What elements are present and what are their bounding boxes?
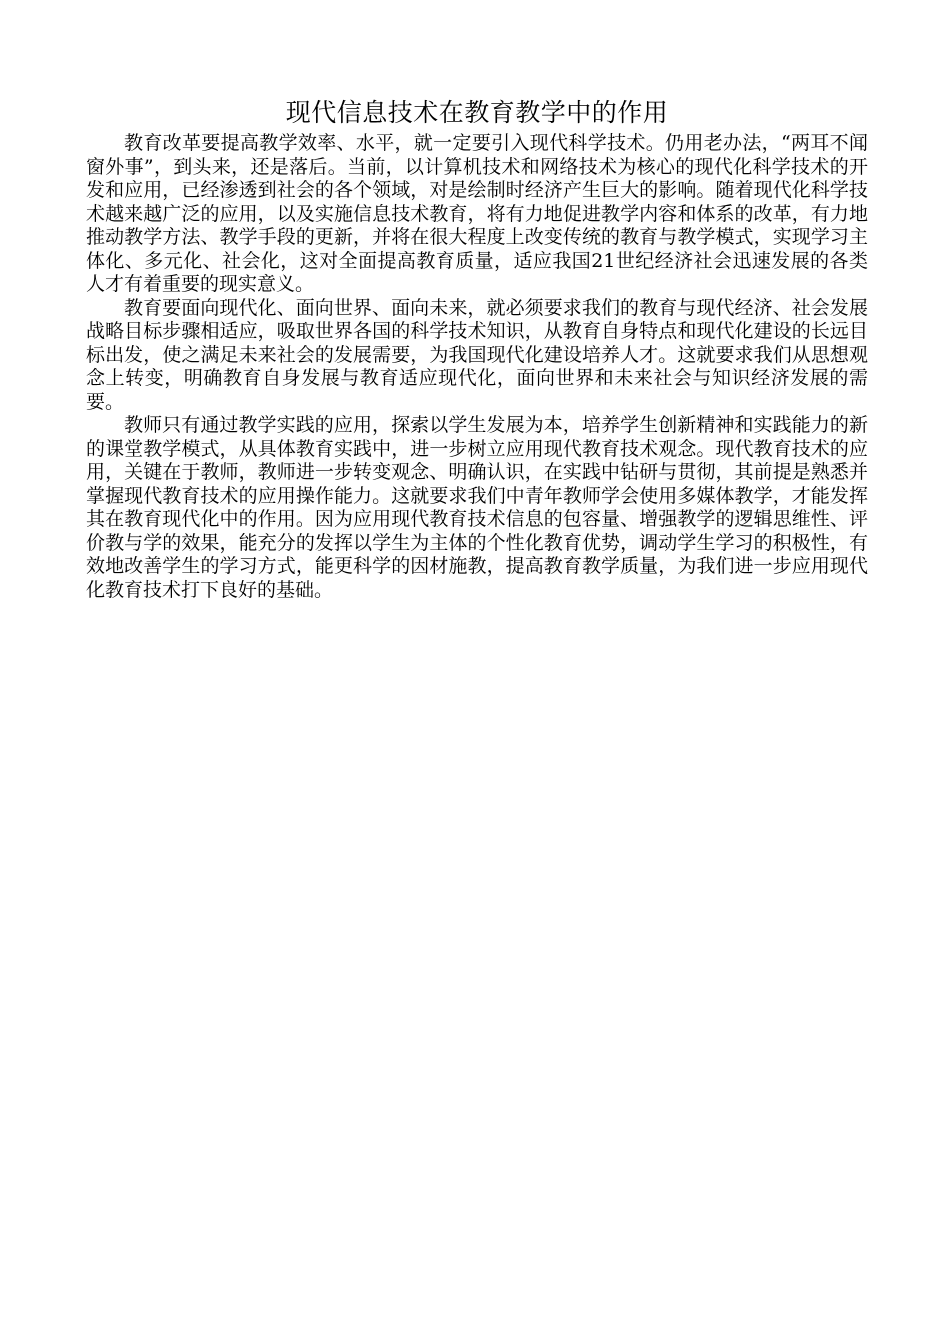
paragraph-3: 教师只有通过教学实践的应用，探索以学生发展为本，培养学生创新精神和实践能力的新的课堂教学模式，从具体教育实践中，进一步树立应用现代教育技术观念。现代教育技术的应用，关键在于教师，教师进一步转变观念、明确认识，在实践中钻研与贯彻，其前提是熟悉并掌握现代教育技术的应用操作能力。这就要求我们中青年教师学会使用多媒体教学，才能发挥其在教育现代化中的作用。因为应用现代教育技术信息的包容量、增强教学的逻辑思维性、评价教与学的效果，能充分的发挥以学生为主体的个性化教育优势，调动学生学习的积极性，有效地改善学生的学习方式，能更科学的因材施教，提高教育教学质量，为我们进一步应用现代化教育技术打下良好的基础。 — [86, 414, 868, 601]
paragraph-1: 教育改革要提高教学效率、水平，就一定要引入现代科学技术。仍用老办法，“两耳不闻窗外事”，到头来，还是落后。当前，以计算机技术和网络技术为核心的现代化科学技术的开发和应用，已经渗透到社会的各个领域，对是绘制时经济产生巨大的影响。随着现代化科学技术越来越广泛的应用，以及实施信息技术教育，将有力地促进教学内容和体系的改革，有力地推动教学方法、教学手段的更新，并将在很大程度上改变传统的教育与教学模式，实现学习主体化、多元化、社会化，这对全面提高教育质量，适应我国21世纪经济社会迅速发展的各类人才有着重要的现实意义。 — [86, 132, 868, 295]
paragraph-2: 教育要面向现代化、面向世界、面向未来，就必须要求我们的教育与现代经济、社会发展战略目标步骤相适应，吸取世界各国的科学技术知识，从教育自身特点和现代化建设的长远目标出发，使之满足未来社会的发展需要，为我国现代化建设培养人才。这就要求我们从思想观念上转变，明确教育自身发展与教育适应现代化，面向世界和未来社会与知识经济发展的需要。 — [86, 296, 868, 413]
document-title: 现代信息技术在教育教学中的作用 — [285, 98, 669, 127]
document-body — [86, 96, 868, 602]
